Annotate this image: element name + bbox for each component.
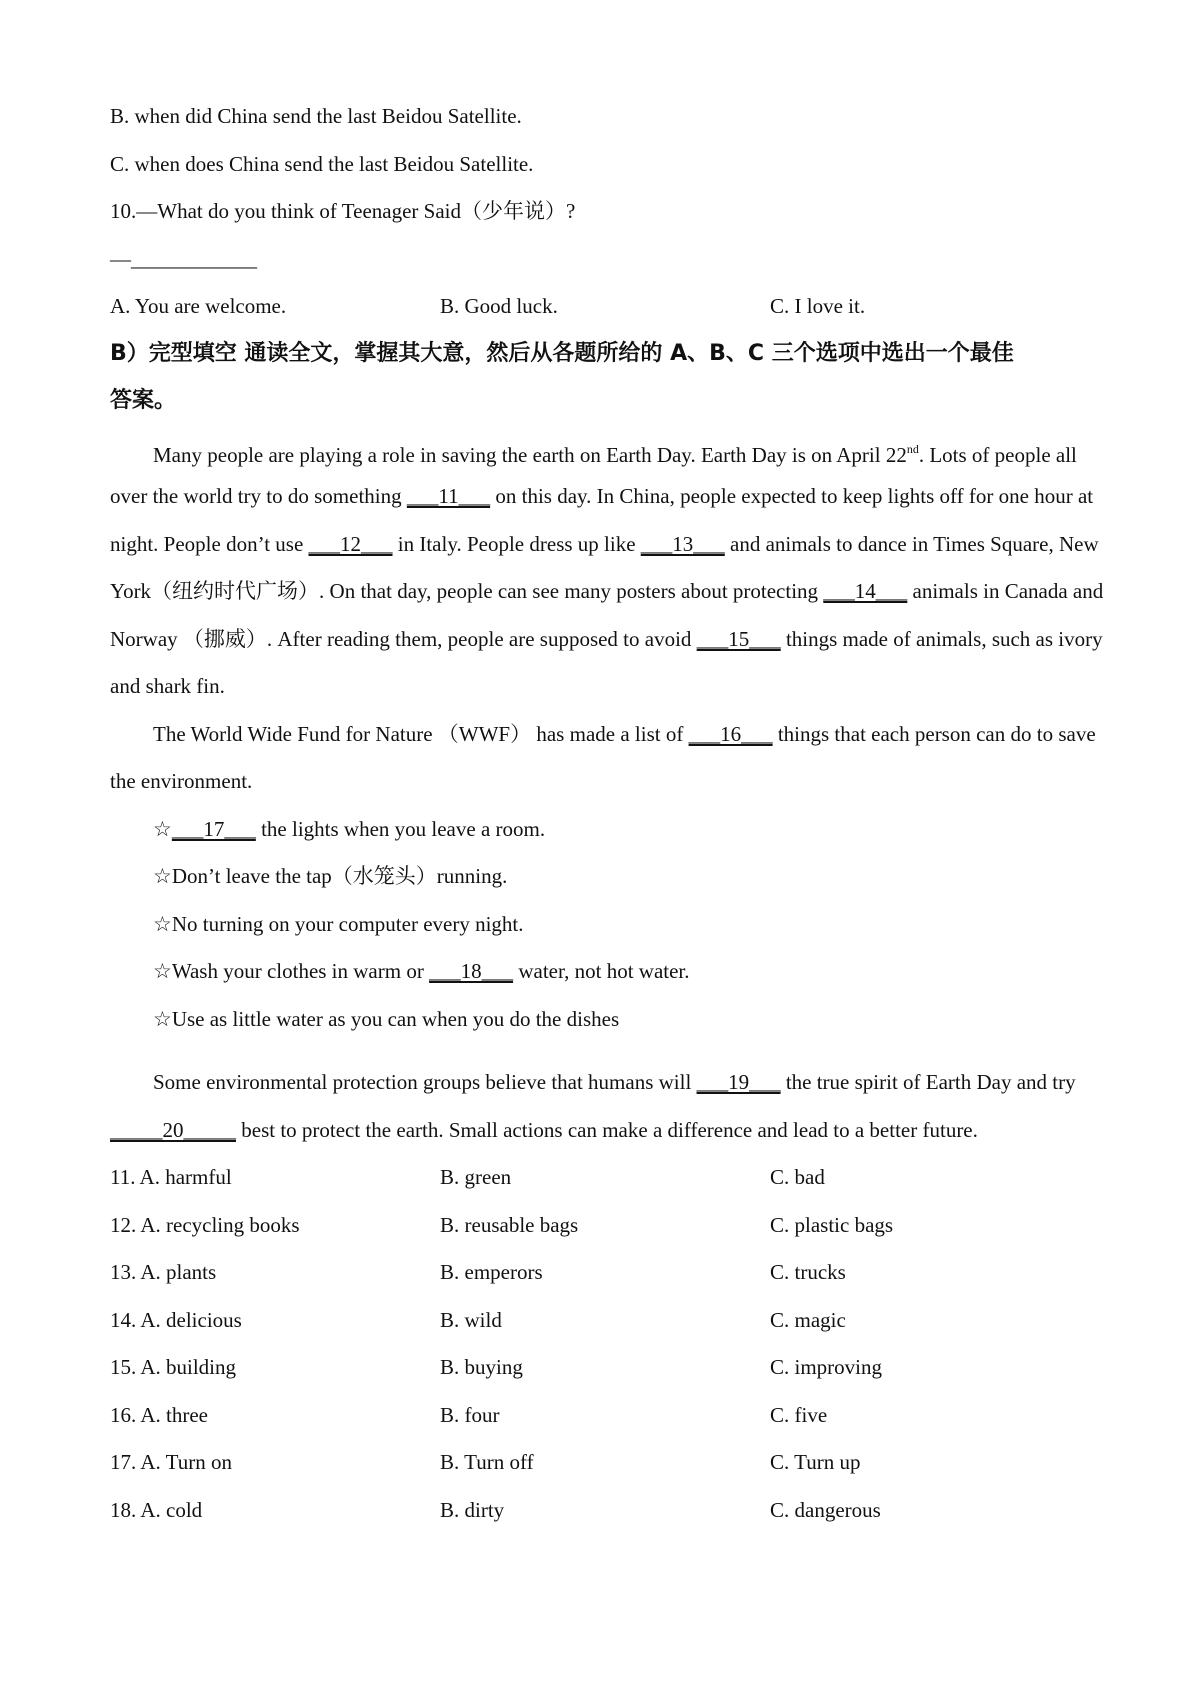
option-11-a: 11. A. harmful bbox=[110, 1165, 232, 1189]
section-b-heading-line1: B）完型填空 通读全文，掌握其大意，然后从各题所给的 A、B、C 三个选项中选出一个最佳 bbox=[110, 341, 1014, 366]
option-14-a: 14. A. delicious bbox=[110, 1308, 242, 1332]
q10-option-c: C. I love it. bbox=[770, 294, 866, 318]
blank-17: ___17___ bbox=[171, 817, 256, 841]
blank-12: ___12___ bbox=[308, 532, 393, 556]
passage-p1-line5: Norway （挪威）. After reading them, people are supposed to avoid ___15___ things made of animals, such as ivory bbox=[110, 627, 1103, 651]
option-15-a: 15. A. building bbox=[110, 1355, 237, 1379]
tip-5: ☆Use as little water as you can when you do the dishes bbox=[153, 1007, 620, 1031]
option-17-b: B. Turn off bbox=[440, 1450, 534, 1474]
tip-3: ☆No turning on your computer every night. bbox=[153, 912, 524, 936]
blank-19: ___19___ bbox=[696, 1070, 781, 1094]
passage-p2-line2: the environment. bbox=[110, 769, 253, 793]
q9-option-b: B. when did China send the last Beidou Satellite. bbox=[110, 104, 522, 128]
options-row-18 bbox=[110, 1496, 1100, 1524]
blank-14: ___14___ bbox=[823, 579, 908, 603]
blank-18: ___18___ bbox=[429, 959, 514, 983]
option-14-c: C. magic bbox=[770, 1308, 846, 1332]
ordinal-superscript: nd bbox=[906, 442, 919, 456]
option-18-a: 18. A. cold bbox=[110, 1498, 203, 1522]
options-row-13 bbox=[110, 1258, 1100, 1286]
passage-p1-line2: over the world try to do something ___11___ on this day. In China, people expected to keep lights off for one hour at bbox=[110, 484, 1094, 508]
passage-p3-line1: Some environmental protection groups believe that humans will ___19___ the true spirit of Earth Day and try bbox=[153, 1070, 1076, 1094]
option-12-c: C. plastic bags bbox=[770, 1213, 894, 1237]
option-12-b: B. reusable bags bbox=[440, 1213, 579, 1237]
options-row-16 bbox=[110, 1401, 1100, 1429]
blank-11: ___11___ bbox=[406, 484, 491, 508]
tip-2: ☆Don’t leave the tap（水笼头）running. bbox=[153, 864, 508, 888]
passage-p3-line2: _____20_____ best to protect the earth. Small actions can make a difference and lead to a better future. bbox=[110, 1118, 978, 1142]
options-row-11 bbox=[110, 1163, 1100, 1191]
tip-4: ☆Wash your clothes in warm or ___18___ water, not hot water. bbox=[153, 959, 690, 983]
option-11-b: B. green bbox=[440, 1165, 512, 1189]
option-17-a: 17. A. Turn on bbox=[110, 1450, 232, 1474]
option-16-c: C. five bbox=[770, 1403, 828, 1427]
option-16-b: B. four bbox=[440, 1403, 500, 1427]
q10-answer-line: —____________ bbox=[110, 247, 257, 271]
q9-option-c: C. when does China send the last Beidou Satellite. bbox=[110, 152, 534, 176]
blank-20: _____20_____ bbox=[110, 1118, 236, 1142]
option-13-c: C. trucks bbox=[770, 1260, 846, 1284]
tip-1: ☆___17___ the lights when you leave a room. bbox=[153, 817, 546, 841]
passage-p2-line1: The World Wide Fund for Nature （WWF） has made a list of ___16___ things that each person can do to save bbox=[153, 722, 1096, 746]
q10-options-row bbox=[110, 292, 1100, 320]
option-15-c: C. improving bbox=[770, 1355, 883, 1379]
blank-16: ___16___ bbox=[688, 722, 773, 746]
option-13-b: B. emperors bbox=[440, 1260, 543, 1284]
q10-option-a: A. You are welcome. bbox=[110, 294, 287, 318]
passage-p1-line6: and shark fin. bbox=[110, 674, 225, 698]
passage-p1-line1: Many people are playing a role in saving the earth on Earth Day. Earth Day is on April 22nd. Lots of people all bbox=[153, 442, 1077, 467]
option-14-b: B. wild bbox=[440, 1308, 502, 1332]
options-row-14 bbox=[110, 1306, 1100, 1334]
option-18-c: C. dangerous bbox=[770, 1498, 881, 1522]
option-17-c: C. Turn up bbox=[770, 1450, 861, 1474]
q10-option-b: B. Good luck. bbox=[440, 294, 558, 318]
q10-prompt: 10.—What do you think of Teenager Said（少年说）? bbox=[110, 199, 576, 223]
passage-p1-line4: York（纽约时代广场）. On that day, people can see many posters about protecting ___14___ animals in Canada and bbox=[110, 579, 1104, 603]
section-b-heading-line2: 答案。 bbox=[110, 388, 177, 413]
passage-p1-line3: night. People don’t use ___12___ in Italy. People dress up like ___13___ and animals to dance in Times Square, New bbox=[110, 532, 1099, 556]
options-row-15 bbox=[110, 1353, 1100, 1381]
blank-15: ___15___ bbox=[696, 627, 781, 651]
blank-13: ___13___ bbox=[640, 532, 725, 556]
options-row-17 bbox=[110, 1448, 1100, 1476]
option-18-b: B. dirty bbox=[440, 1498, 505, 1522]
star-icon: ☆ bbox=[153, 817, 172, 841]
option-16-a: 16. A. three bbox=[110, 1403, 208, 1427]
options-row-12 bbox=[110, 1211, 1100, 1239]
option-15-b: B. buying bbox=[440, 1355, 523, 1379]
option-12-a: 12. A. recycling books bbox=[110, 1213, 300, 1237]
option-13-a: 13. A. plants bbox=[110, 1260, 217, 1284]
option-11-c: C. bad bbox=[770, 1165, 825, 1189]
